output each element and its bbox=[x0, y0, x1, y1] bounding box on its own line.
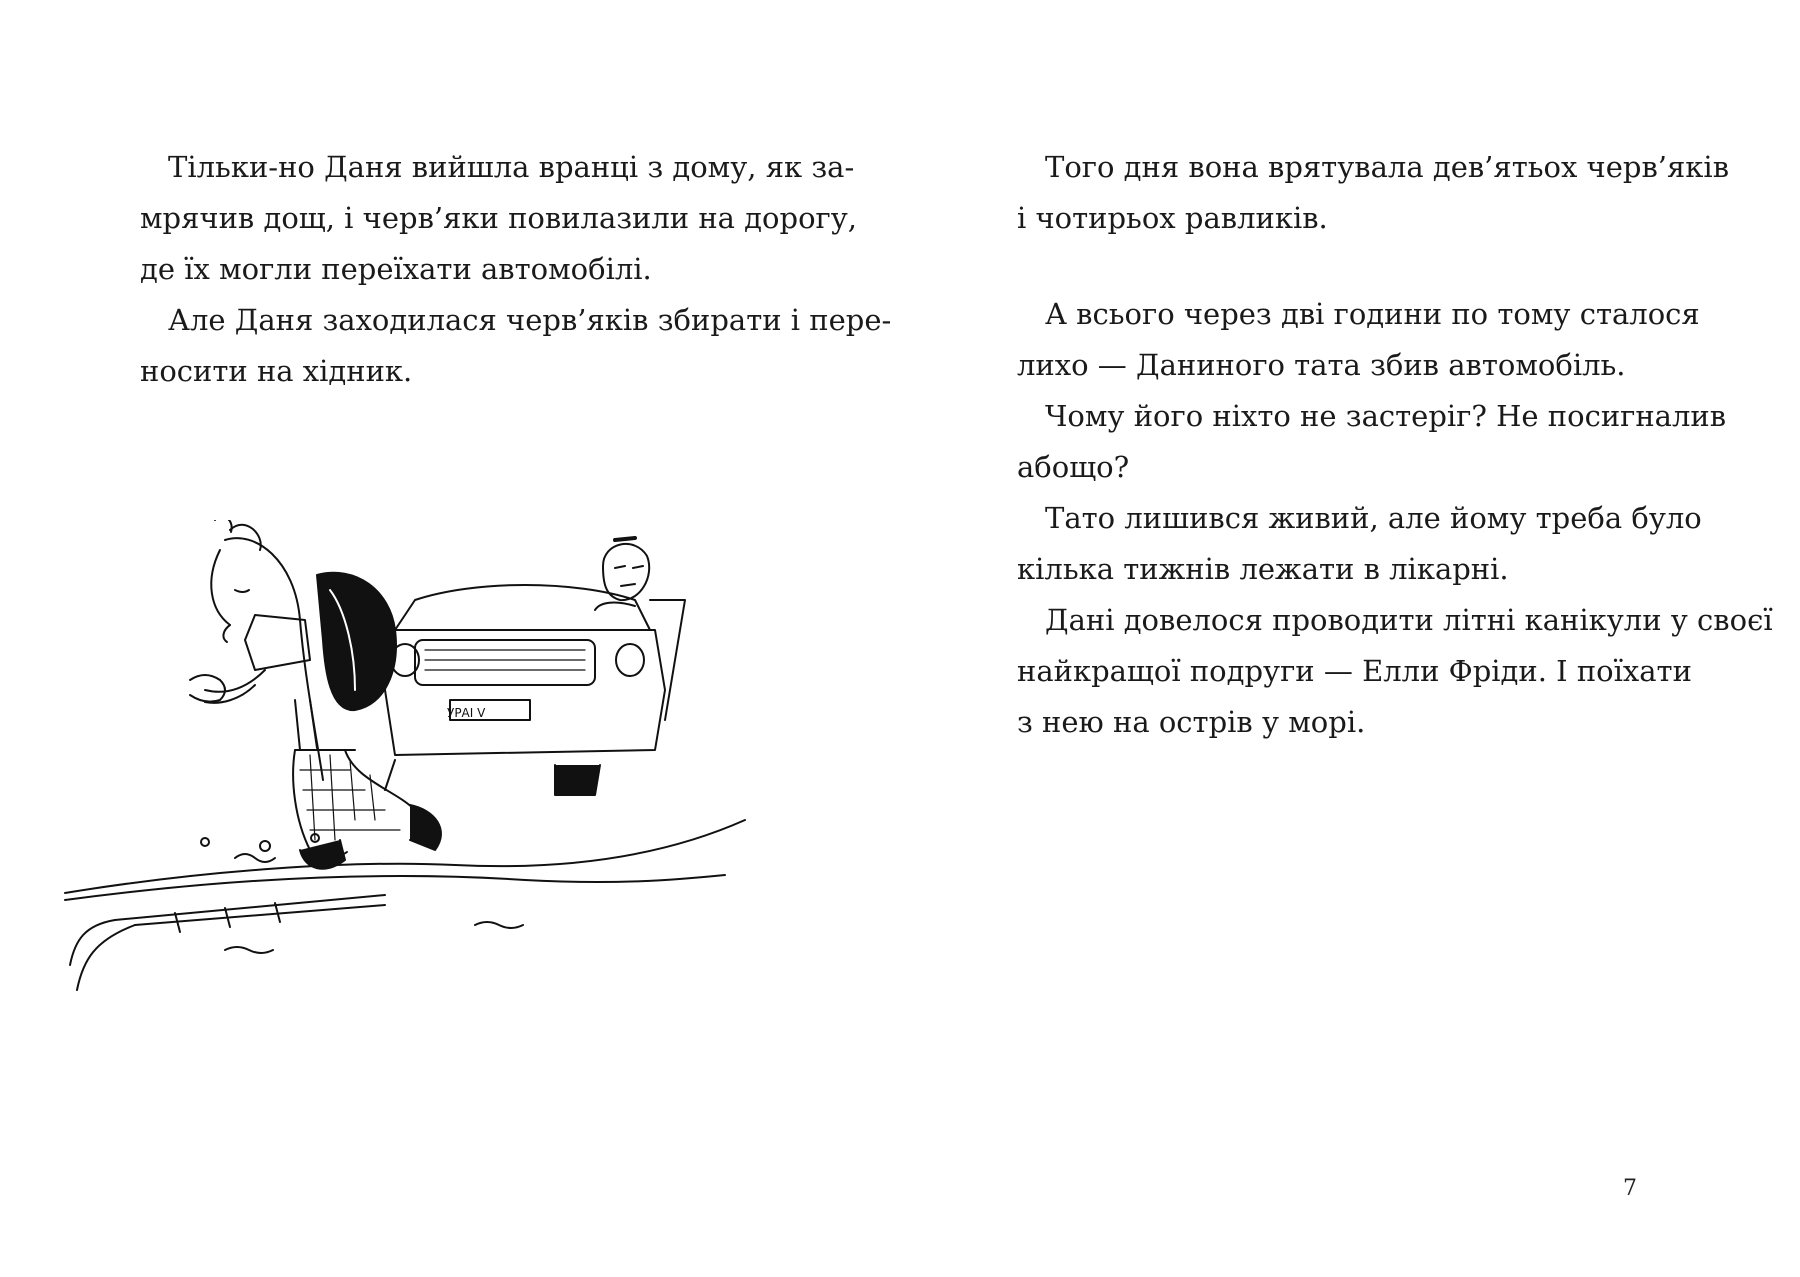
text-line: лихо — Даниного тата збив автомобіль. bbox=[1017, 348, 1626, 382]
text-line: мрячив дощ, і черв’яки повилазили на дорогу, bbox=[140, 201, 857, 235]
worm-shape bbox=[235, 854, 275, 862]
girl-figure bbox=[190, 520, 441, 869]
text-line: абощо? bbox=[1017, 450, 1130, 484]
text-line: носити на хідник. bbox=[140, 354, 413, 388]
paragraph-2 bbox=[140, 295, 892, 397]
paragraph-gap bbox=[1017, 244, 1677, 289]
text-line: і чотирьох равликів. bbox=[1017, 201, 1328, 235]
left-page-text bbox=[140, 142, 892, 397]
text-line: Чому його ніхто не застеріг? Не посигналив bbox=[1045, 399, 1727, 433]
text-line: Але Даня заходилася черв’яків збирати і пере- bbox=[168, 303, 892, 337]
snail-shell bbox=[201, 838, 209, 846]
paragraph-5 bbox=[1017, 595, 1773, 748]
license-plate-text: УРАІ V bbox=[447, 706, 486, 720]
man-figure bbox=[595, 538, 649, 610]
curb-corner bbox=[70, 920, 115, 965]
text-line: де їх могли переїхати автомобілі. bbox=[140, 252, 652, 286]
car-door bbox=[650, 600, 685, 720]
text-line: Тільки-но Даня вийшла вранці з дому, як за- bbox=[168, 150, 855, 184]
right-page bbox=[900, 0, 1800, 1277]
illustration-drawing bbox=[55, 520, 855, 1080]
text-line: з нею на острів у морі. bbox=[1017, 705, 1366, 739]
text-line: Того дня вона врятувала дев’ятьох черв’яків bbox=[1045, 150, 1730, 184]
page-number: 7 bbox=[1623, 1176, 1637, 1201]
text-line: А всього через дві години по тому сталося bbox=[1045, 297, 1700, 331]
paragraph-3 bbox=[1017, 391, 1727, 493]
paragraph-1 bbox=[1017, 142, 1730, 244]
car-drawing bbox=[385, 585, 685, 795]
paragraph-2 bbox=[1017, 289, 1700, 391]
text-line: Дані довелося проводити літні канікули у своєї bbox=[1045, 603, 1773, 637]
text-line: найкращої подруги — Елли Фріди. І поїхати bbox=[1017, 654, 1692, 688]
text-line: Тато лишився живий, але йому треба було bbox=[1045, 501, 1702, 535]
right-page-text bbox=[1017, 142, 1773, 748]
paragraph-4 bbox=[1017, 493, 1702, 595]
illustration-girl-and-car bbox=[55, 520, 855, 1080]
text-line: кілька тижнів лежати в лікарні. bbox=[1017, 552, 1509, 586]
paragraph-1 bbox=[140, 142, 857, 295]
